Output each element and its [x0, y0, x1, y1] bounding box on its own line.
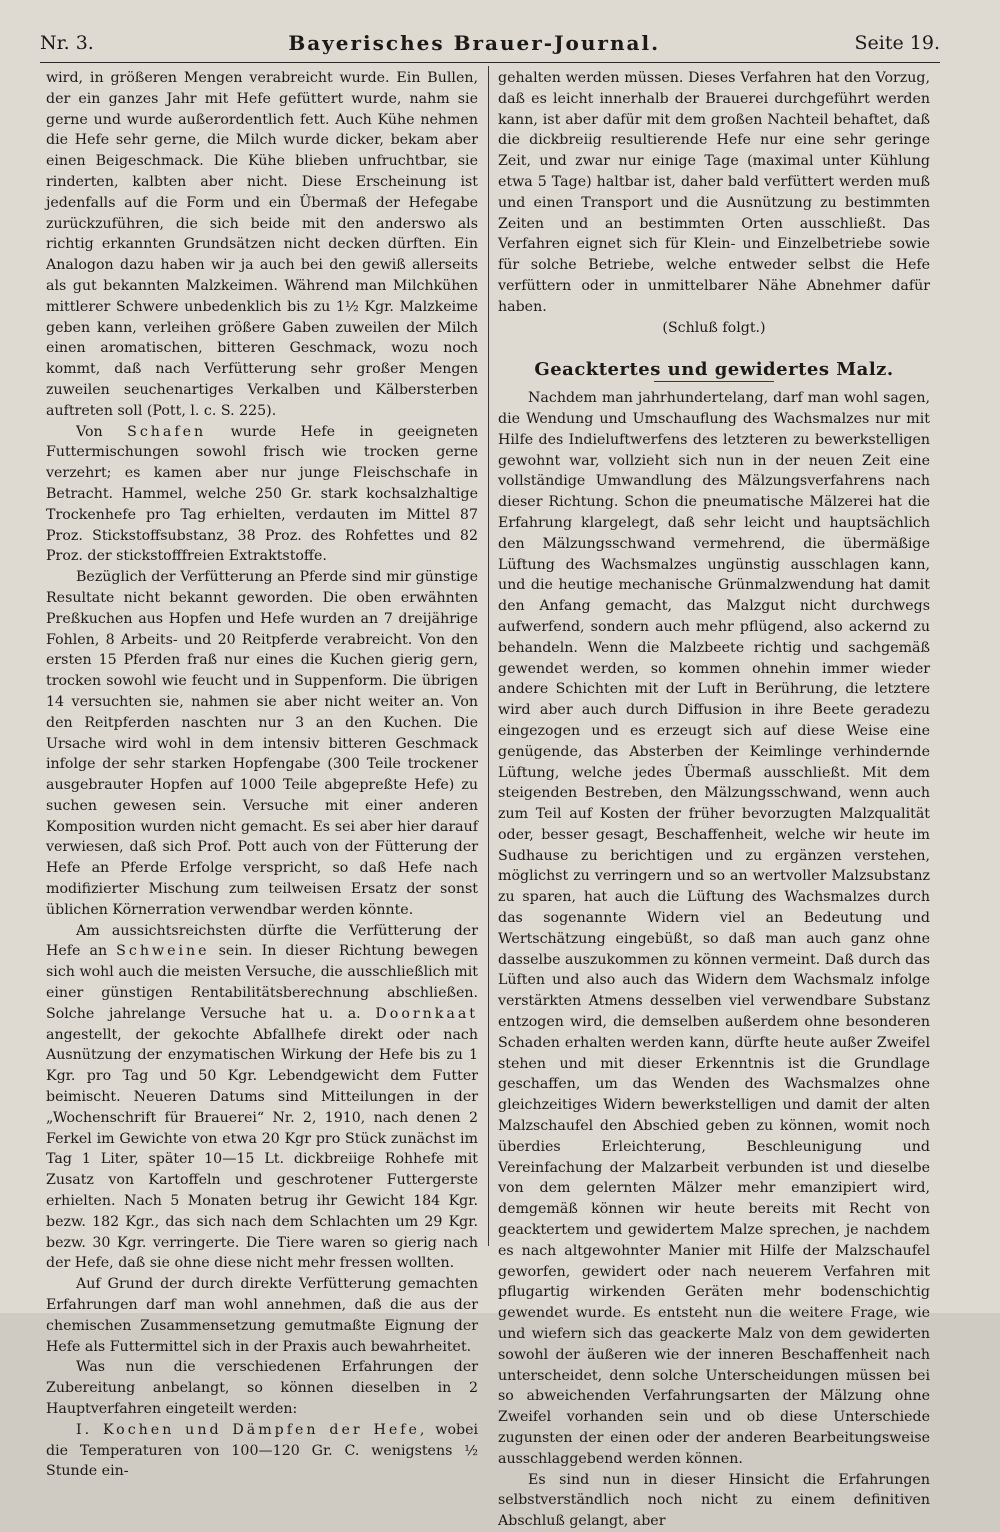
page-header — [40, 26, 940, 60]
paragraph: gehalten werden müssen. Dieses Verfahren hat den Vorzug, daß es leicht innerhalb der Brauerei durchgeführt werden kann, ist aber dafür mit dem großen Nachteil behaftet, daß die dickbreiig resultierende Hefe nur eine sehr geringe Zeit, und zwar nur einige Tage (maximal unter Kühlung etwa 5 Tage) haltbar ist, daher bald verfüttert werden muß und einen Transport und die Ausnützung zu bestimmten Zeiten und an bestimmten Orten ausschließt. Das Verfahren eignet sich für Klein- und Einzelbetriebe sowie für solche Betriebe, welche entweder selbst die Hefe verfüttern oder in unmittelbarer Nähe Abnehmer dafür haben. — [498, 70, 930, 315]
text-run: angestellt, der gekochte Abfallhefe direkt oder nach Ausnützung der enzymatischen Wirkung der Hefe bis zu 1 Kgr. pro Tag und 50 Kgr. Lebendgewicht dem Futter beimischt. Neueren Datums sind Mitteilungen in der „Wochenschrift für Brauerei“ Nr. 2, 1910, nach denen 2 Ferkel im Gewichte von etwa 20 Kgr pro Stück zunächst im Tag 1 Liter, später 10—15 Lt. dickbreiige Rohhefe mit Zusatz von Kartoffeln und geschrotener Futtergerste erhielten. Nach 5 Monaten betrug ihr Gewicht 184 Kgr. bezw. 182 Kgr., das sich nach dem Schlachten um 29 Kgr. bezw. 30 Kgr. verringerte. Die Tiere waren so gierig nach der Hefe, daß sie ohne diese nicht mehr fressen wollten. — [46, 1026, 478, 1272]
page-number: Seite 19. — [854, 32, 940, 54]
paragraph: Was nun die verschiedenen Erfahrungen der Zubereitung anbelangt, so können dieselben in 2 Hauptverfahren eingeteilt werden: — [46, 1359, 478, 1417]
spaced-term: Schweine — [116, 943, 210, 960]
spaced-term: Schafen — [127, 423, 207, 440]
paragraph: Auf Grund der durch direkte Verfütterung gemachten Erfahrungen darf man wohl annehmen, daß die aus der chemischen Zusammensetzung gemutmaßte Eignung der Hefe als Futtermittel sich in der Praxis auch bewahrheitet. — [46, 1276, 478, 1355]
spaced-term: I. Kochen und Dämpfen der Hefe, — [76, 1421, 428, 1438]
left-column — [46, 68, 478, 1482]
article-heading: Geacktertes und gewidertes Malz. — [534, 359, 894, 381]
paragraph — [46, 921, 478, 1275]
paragraph: wird, in größeren Mengen verabreicht wurde. Ein Bullen, der ein ganzes Jahr mit Hefe gefüttert wurde, nahm sie gerne und wurde außerordentlich fett. Auch Kühe nehmen die Hefe sehr gerne, die Milch wurde dicker, bekam aber einen Beigeschmack. Die Kühe blieben unfruchtbar, sie rinderten, kalbten aber nicht. Diese Erscheinung ist jedenfalls auf die Form und ein Übermaß der Hefegabe zurückzuführen, die sich beide mit den anderswo als richtig erkannten Grundsätzen nicht decken dürften. Ein Analogon dazu haben wir ja auch bei den gewiß allerseits als gut bekannten Malzkeimen. Während man Milchkühen mittlerer Schwere unbedenklich bis zu 1½ Kgr. Malzkeime geben kann, verleihen größere Gaben zuweilen der Milch einen aromatischen, bitteren Geschmack, wozu noch kommt, daß nach Verfütterung sehr großer Mengen zuweilen seuchenartiges Verkalben und Kälbersterben auftreten soll (Pott, l. c. S. 225). — [46, 70, 478, 419]
right-column — [498, 68, 930, 1532]
issue-number: Nr. 3. — [40, 32, 94, 54]
text-run: Von — [76, 423, 103, 440]
header-rule — [40, 62, 940, 63]
continued-note: (Schluß folgt.) — [662, 319, 766, 336]
spaced-term: Doornkaat — [375, 1005, 478, 1022]
paragraph: Bezüglich der Verfütterung an Pferde sind mir günstige Resultate nicht bekannt geworden. Die oben erwähnten Preßkuchen aus Hopfen und Hefe wurden an 7 dreijährige Fohlen, 8 Arbeits- und 20 Reitpferde verabreicht. Von den ersten 15 Pferden fraß nur eines die Kuchen gierig gern, trocken sowohl wie feucht und in Suppenform. Die übrigen 14 versuchten sie, nahmen sie aber nicht weiter an. Von den Reitpferden naschten nur 3 an den Kuchen. Die Ursache wird wohl in dem intensiv bitteren Geschmack infolge der sehr starken Hopfengabe (300 Teile trockener ausgebrauter Hopfen auf 1000 Teile abgepreßte Hefe) zu suchen gewesen sein. Versuche mit einer anderen Komposition wurden nicht gemacht. Es sei aber hier darauf verwiesen, daß sich Prof. Pott auch von der Fütterung der Hefe an Pferde Erfolge verspricht, so daß Hefe nach modifizierter Mischung zum teilweisen Ersatz der sonst üblichen Körnerration verwendbar werden könnte. — [46, 569, 478, 918]
paragraph — [46, 422, 478, 568]
paragraph — [46, 1420, 478, 1482]
text-run: wobei die Temperaturen von 100—120 Gr. C. wenigstens ½ Stunde ein- — [46, 1421, 478, 1480]
heading-rule — [654, 381, 774, 382]
text-run: sein. In dieser Richtung bewegen sich wohl auch die meisten Versuche, die ausschließlich mit einer günstigen Rentabilitätsberechnung abschließen. Solche jahrelange Versuche hat u. a. — [46, 943, 478, 1022]
paragraph: Es sind nun in dieser Hinsicht die Erfahrungen selbstverständlich noch nicht zu einem definitiven Abschluß gelangt, aber — [498, 1471, 930, 1530]
paragraph: Nachdem man jahrhundertelang, darf man wohl sagen, die Wendung und Umschauflung des Wachsmalzes nur mit Hilfe des Indieluftwerfens des letzteren zu bewerkstelligen gewohnt war, vollzieht sich nun in der neuen Zeit eine vollständige Umwandlung des Mälzungsverfahrens nach dieser Richtung. Schon die pneumatische Mälzerei hat die Erfahrung klargelegt, daß sehr leicht und hauptsächlich den Mälzungsschwand vermehrend, die übermäßige Lüftung des Wachsmalzes ungünstig ausschlagen kann, und die heutige mechanische Grünmalzwendung hat damit den Anfang gemacht, das Malzgut nicht durchwegs aufwerfend, sondern auch mehr pflügend, also ackernd zu behandeln. Wenn die Malzbeete richtig und sachgemäß gewendet werden, so kommen ohnehin immer wieder andere Schichten mit der Luft in Berührung, die letztere wird aber auch durch Diffusion in ihre Beete geradezu eingezogen und es erzeugt sich auf diese Weise eine genügende, das Absterben der Keimlinge verhindernde Lüftung, welche jedes Übermaß ausschließt. Mit dem steigenden Bestreben, den Mälzungsschwand, wenn auch zum Teil auf Kosten der früher bevorzugten Malzqualität oder, besser gesagt, Beschaffenheit, welche wir heute im Sudhause zu berichtigen und zu ergänzen verstehen, möglichst zu verringern und so an wertvoller Malzsubstanz zu sparen, hat auch die Lüftung des Wachsmalzes durch das sogenannte Widern viel an Bedeutung und Wertschätzung eingebüßt, so daß man auch ganz ohne dasselbe auszukommen zu können vermeint. Daß durch das Lüften und also auch das Widern dem Wachsmalz infolge verstärkten Atmens desselben viel verwendbare Substanz entzogen wird, die demselben außerdem ohne besonderen Schaden erhalten werden kann, dürfte heute außer Zweifel stehen und mit dieser Erkenntnis ist die Grundlage geschaffen, um das Wenden des Wachsmalzes ohne gleichzeitiges Widern bewerkstelligen und damit der alten Malzschaufel den Abschied geben zu können, womit noch überdies Erleichterung, Beschleunigung und Vereinfachung der Malzarbeit verbunden ist und dieselbe von dem gelernten Mälzer mehr emanzipiert wird, demgemäß können wir heute bereits mit Recht von geacktertem und gewidertem Malze sprechen, je nachdem es nach altgewohnter Manier mit Hilfe der Malzschaufel geworfen, gewidert oder nach neuerem Verfahren mit pflugartig wirkenden Geräten mehr bodenschichtig gewendet wurde. Es entsteht nun die weitere Frage, wie und wiefern sich das geackerte Malz von dem gewiderten sowohl der äußeren wie der inneren Beschaffenheit nach unterscheidet, denn solche Unterscheidungen müssen bei so abweichenden Verfahrungsarten der Mälzung ohne Zweifel vorhanden sein und ob diese Unterschiede zugunsten der einen oder der anderen Bearbeitungsweise ausschlaggebend werden können. — [498, 390, 930, 1467]
text-run: wurde Hefe in geeigneten Futtermischungen sowohl frisch wie trocken gerne verzehrt; es kamen aber nur junge Fleischschafe in Betracht. Hammel, welche 250 Gr. stark kochsalzhaltige Trockenhefe pro Tag erhielten, verdauten im Mittel 87 Proz. Stickstoffsubstanz, 38 Proz. des Rohfettes und 82 Proz. der stickstofffreien Extraktstoffe. — [46, 423, 478, 565]
section-gap — [498, 338, 930, 360]
text-run: Am aussichtsreichsten dürfte die Verfütterung der Hefe an — [46, 922, 478, 960]
journal-title: Bayerisches Brauer-Journal. — [288, 31, 661, 55]
column-divider — [488, 66, 489, 1246]
